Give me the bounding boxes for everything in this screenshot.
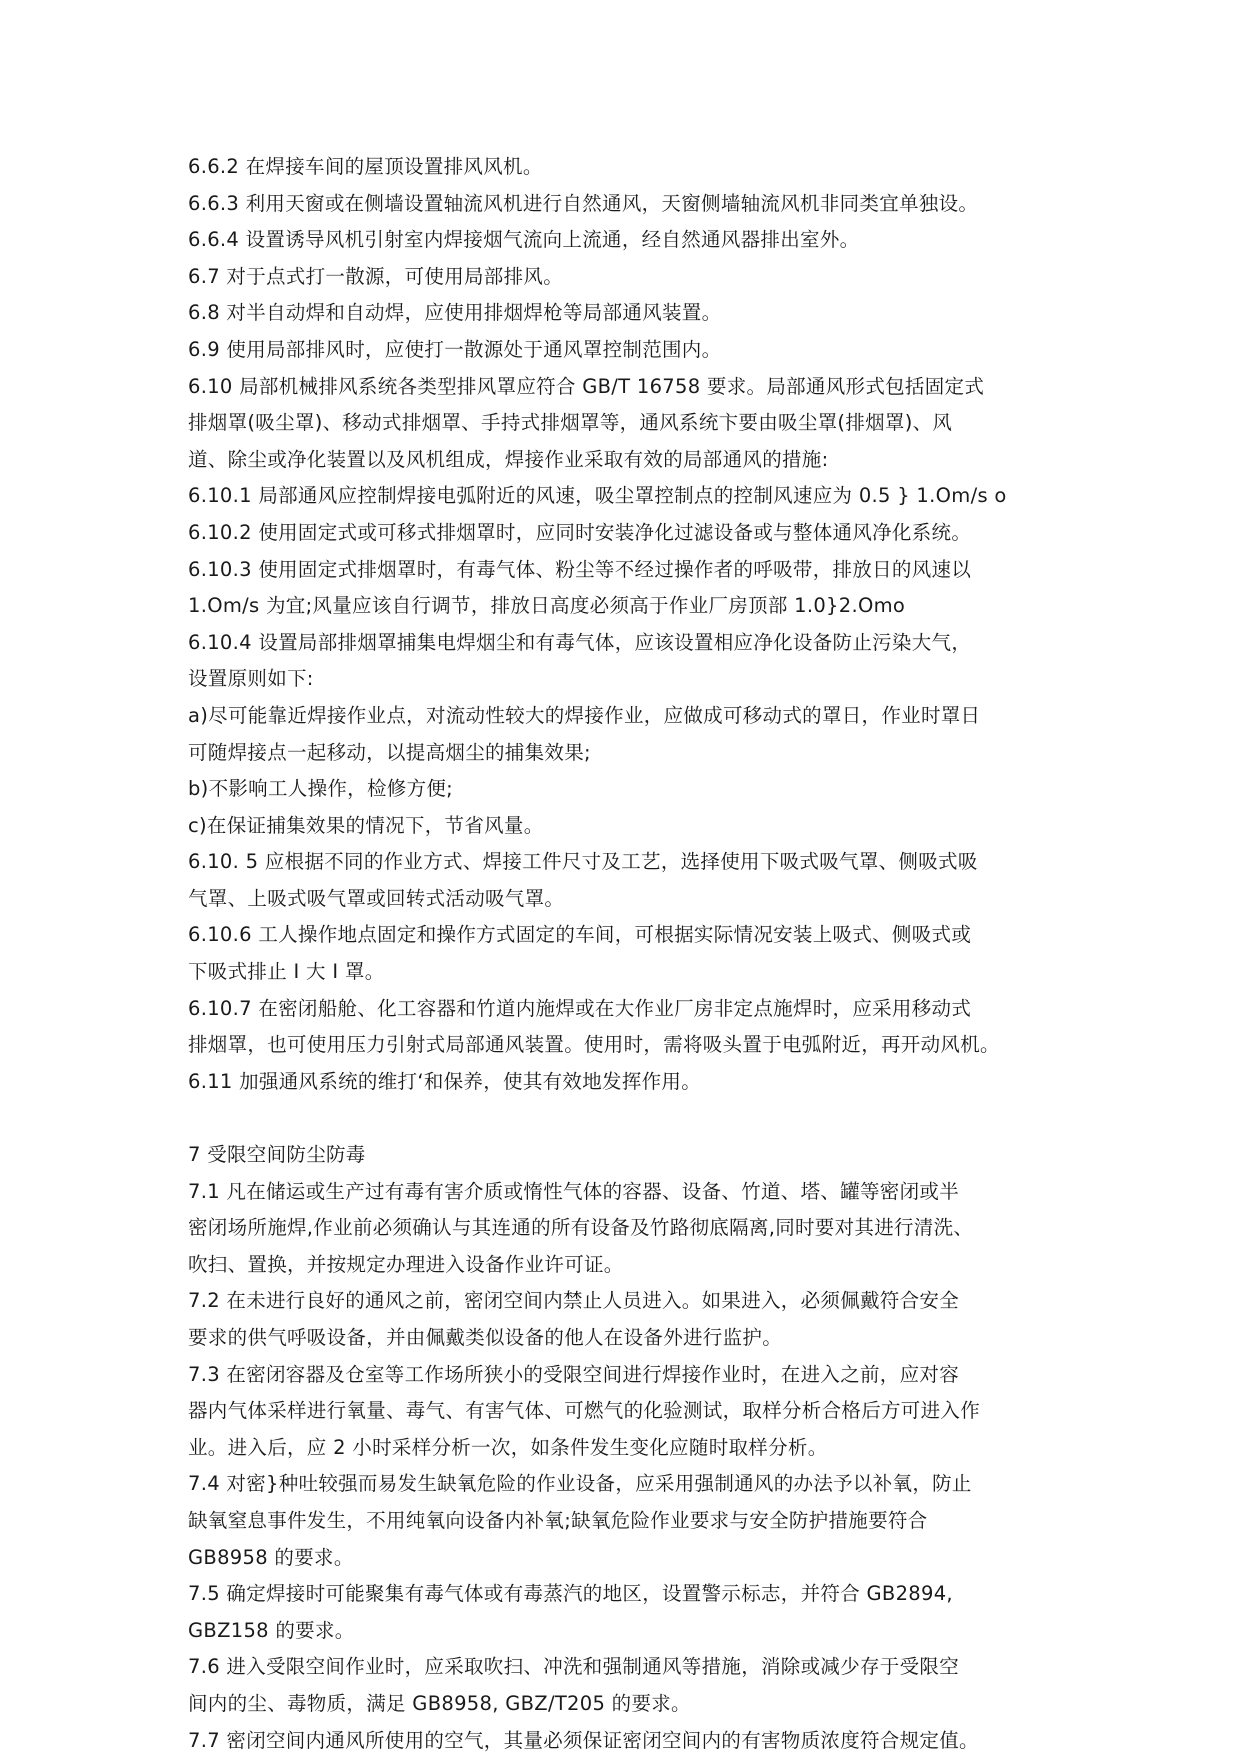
- text-line: 要求的供气呼吸设备，并由佩戴类似设备的他人在设备外进行监护。: [188, 1326, 783, 1349]
- text-line: 器内气体采样进行氧量、毒气、有害气体、可燃气的化验测试，取样分析合格后方可进入作: [188, 1399, 981, 1423]
- text-line: 6.10.3 使用固定式排烟罩时，有毒气体、粉尘等不经过操作者的呼吸带，排放日的风速以: [188, 557, 972, 581]
- text-line: 6.10.1 局部通风应控制焊接电弧附近的风速，吸尘罩控制点的控制风速应为 0.5 } 1.Om/s o: [188, 484, 1007, 508]
- text-line: 7 受限空间防尘防毒: [188, 1143, 366, 1167]
- text-line: 6.10.7 在密闭船舱、化工容器和竹道内施焊或在大作业厂房非定点施焊时，应采用移动式: [188, 996, 972, 1020]
- text-line: 道、除尘或净化装置以及风机组成，焊接作业采取有效的局部通风的措施:: [188, 447, 829, 471]
- text-line: 6.7 对于点式打一散源，可使用局部排风。: [188, 264, 564, 288]
- text-line: 6.6.4 设置诱导风机引射室内焊接烟气流向上流通，经自然通风器排出室外。: [188, 228, 860, 252]
- text-line: 6.6.3 利用天窗或在侧墙设置轴流风机进行自然通风，天窗侧墙轴流风机非同类宜单独设。: [188, 191, 979, 215]
- blank-line: [188, 1100, 1088, 1137]
- text-line: 6.10. 5 应根据不同的作业方式、焊接工件尺寸及工艺，选择使用下吸式吸气罩、侧吸式吸: [188, 850, 978, 874]
- document-body: [188, 149, 1088, 1759]
- text-line: 7.6 进入受限空间作业时，应采取吹扫、冲洗和强制通风等措施，消除或减少存于受限空: [188, 1655, 960, 1679]
- text-line: 吹扫、置换，并按规定办理进入设备作业许可证。: [188, 1252, 624, 1276]
- text-line: GBZ158 的要求。: [188, 1618, 355, 1642]
- text-line: 6.10.6 工人操作地点固定和操作方式固定的车间，可根据实际情况安装上吸式、侧吸式或: [188, 923, 972, 947]
- text-line: b)不影响工人操作，检修方便;: [188, 777, 454, 801]
- text-line: 密闭场所施焊,作业前必须确认与其连通的所有设备及竹路彻底隔离,同时要对其进行清洗、: [188, 1216, 974, 1240]
- text-line: 缺氧窒息事件发生，不用纯氧向设备内补氧;缺氧危险作业要求与安全防护措施要符合: [188, 1508, 928, 1532]
- text-line: 可随焊接点一起移动，以提高烟尘的捕集效果;: [188, 740, 591, 764]
- text-line: 6.10.4 设置局部排烟罩捕集电焊烟尘和有毒气体，应该设置相应净化设备防止污染大气，: [188, 630, 972, 654]
- text-line: 6.6.2 在焊接车间的屋顶设置排风风机。: [188, 155, 543, 178]
- text-line: 排烟罩(吸尘罩)、移动式排烟罩、手持式排烟罩等，通风系统卞要由吸尘罩(排烟罩)、风: [188, 411, 953, 435]
- text-line: 1.Om/s 为宜;风量应该自行调节，排放日高度必须高于作业厂房顶部 1.0}2.Omo: [188, 594, 906, 618]
- text-line: 7.1 凡在储运或生产过有毒有害介质或惰性气体的容器、设备、竹道、塔、罐等密闭或半: [188, 1179, 960, 1203]
- text-line: 6.10 局部机械排风系统各类型排风罩应符合 GB/T 16758 要求。局部通风形式包括固定式: [188, 374, 985, 398]
- text-line: 业。进入后，应 2 小时采样分析一次，如条件发生变化应随时取样分析。: [188, 1435, 828, 1459]
- text-line: 气罩、上吸式吸气罩或回转式活动吸气罩。: [188, 886, 565, 910]
- text-line: a)尽可能靠近焊接作业点，对流动性较大的焊接作业，应做成可移动式的罩日，作业时罩日: [188, 703, 981, 727]
- text-line: 7.7 密闭空间内通风所使用的空气，其量必须保证密闭空间内的有害物质浓度符合规定值。: [188, 1728, 979, 1752]
- text-line: 6.10.2 使用固定式或可移式排烟罩时，应同时安装净化过滤设备或与整体通风净化系统。: [188, 520, 972, 544]
- text-line: 设置原则如下:: [188, 667, 314, 691]
- text-line: 间内的尘、毒物质，满足 GB8958, GBZ/T205 的要求。: [188, 1691, 691, 1715]
- text-line: 7.2 在未进行良好的通风之前，密闭空间内禁止人员进入。如果进入，必须佩戴符合安全: [188, 1289, 960, 1313]
- text-line: 6.11 加强通风系统的维打‘和保养，使其有效地发挥作用。: [188, 1069, 702, 1093]
- text-line: 6.9 使用局部排风时，应使打一散源处于通风罩控制范围内。: [188, 337, 722, 361]
- text-line: 下吸式排止 I 大 I 罩。: [188, 960, 385, 984]
- text-line: 7.3 在密闭容器及仓室等工作场所狭小的受限空间进行焊接作业时，在进入之前，应对容: [188, 1362, 960, 1386]
- text-line: c)在保证捕集效果的情况下，节省风量。: [188, 813, 544, 837]
- text-line: 排烟罩，也可使用压力引射式局部通风装置。使用时，需将吸头置于电弧附近，再开动风机。: [188, 1033, 1000, 1057]
- text-line: 7.4 对密}种吐较强而易发生缺氧危险的作业设备，应采用强制通风的办法予以补氧，防止: [188, 1472, 972, 1496]
- text-line: GB8958 的要求。: [188, 1545, 354, 1569]
- text-line: 7.5 确定焊接时可能聚集有毒气体或有毒蒸汽的地区，设置警示标志，并符合 GB2894,: [188, 1582, 953, 1606]
- text-line: 6.8 对半自动焊和自动焊，应使用排烟焊枪等局部通风装置。: [188, 301, 722, 325]
